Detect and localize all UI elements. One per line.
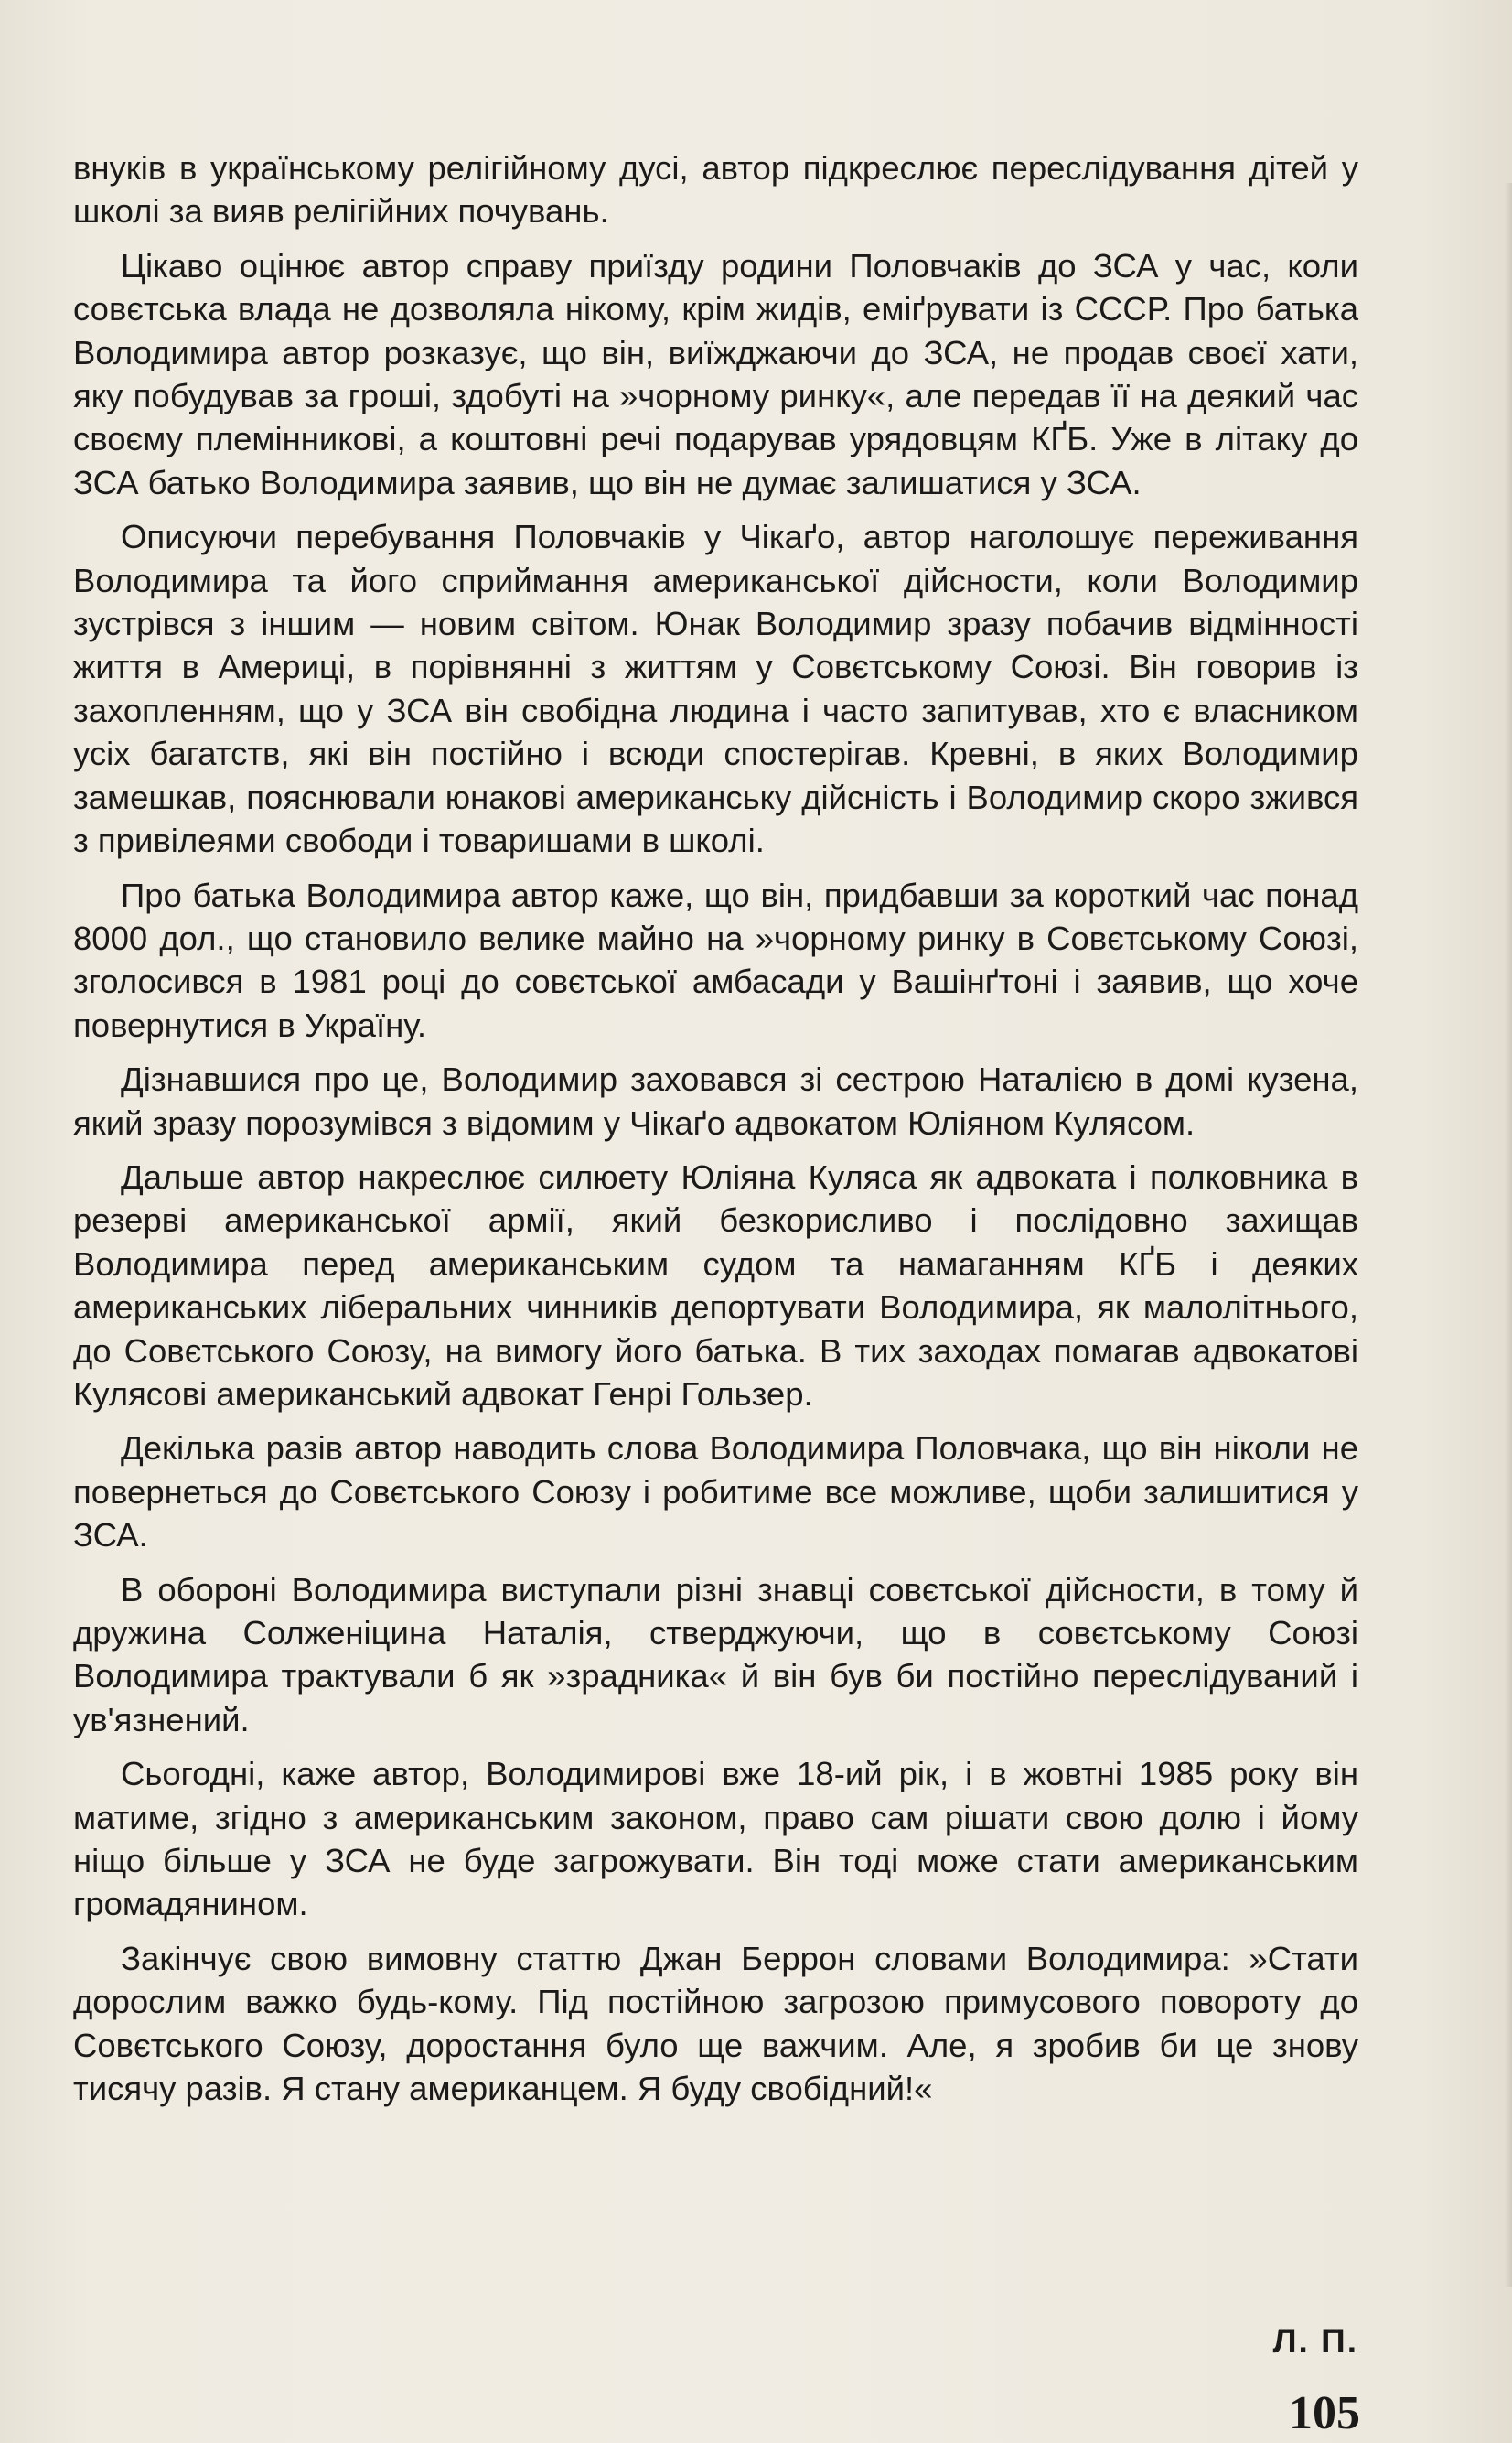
- paragraph: Дальше автор накреслює силюету Юліяна Куляса як адвоката і полковника в резерві американської армії, який безкорисливо і послідовно захищав Володимира перед американським судом та намаганням КҐБ і деяких американських ліберальних чинників депортувати Володимира, як малолітнього, до Совєтського Союзу, на вимогу його батька. В тих заходах помагав адвокатові Кулясові американський адвокат Генрі Гользер.: [73, 1157, 1358, 1413]
- paragraph: Цікаво оцінює автор справу приїзду родини Половчаків до ЗСА у час, коли совєтська влада не дозволяла нікому, крім жидів, еміґрувати із СССР. Про батька Володимира автор розказує, що він, виїжджаючи до ЗСА, не продав своєї хати, яку побудував за гроші, здобуті на »чорному ринку«, але передав її на деякий час своєму племінникові, а коштовні речі подарував урядовцям КҐБ. Уже в літаку до ЗСА батько Володимира заявив, що він не думає залишатися у ЗСА.: [73, 246, 1358, 501]
- paragraph: Сьогодні, каже автор, Володимирові вже 18-ий рік, і в жовтні 1985 року він матиме, згідно з американським законом, право сам рішати свою долю і йому ніщо більше у ЗСА не буде загрожувати. Він тоді може стати американським громадянином.: [73, 1755, 1358, 1923]
- paragraph: Декілька разів автор наводить слова Володимира Половчака, що він ніколи не повернеться до Совєтського Союзу і робитиме все можливе, щоби залишитися у ЗСА.: [73, 1429, 1358, 1555]
- paragraph: Закінчує свою вимовну статтю Джан Беррон словами Володимира: »Стати дорослим важко будь-кому. Під постійною загрозою примусового повороту до Совєтського Союзу, доростання було ще важчим. Але, я зробив би це знову тисячу разів. Я стану американцем. Я буду свобідний!«: [73, 1939, 1358, 2108]
- paragraph: Дізнавшися про це, Володимир заховався зі сестрою Наталією в домі кузена, який зразу порозумівся з відомим у Чікаґо адвокатом Юліяном Кулясом.: [73, 1060, 1358, 1142]
- author-signature: Л. П.: [1272, 2322, 1358, 2360]
- paragraph: В обороні Володимира виступали різні знавці совєтської дійсности, в тому й дружина Солженіцина Наталія, стверджуючи, що в совєтському Союзі Володимира трактували б як »зрадника« й він був би постійно переслідуваний і ув'язнений.: [73, 1570, 1358, 1738]
- paragraph: внуків в українському релігійному дусі, автор підкреслює переслідування дітей у школі за вияв релігійних почувань.: [73, 149, 1358, 231]
- page-number: 105: [1289, 2387, 1360, 2439]
- article-text: [73, 146, 1358, 2121]
- paragraph: Про батька Володимира автор каже, що він, придбавши за короткий час понад 8000 дол., що становило велике майно на »чорному ринку в Совєтському Союзі, зголосився в 1981 році до совєтської амбасади у Вашінґтоні і заявив, що хоче повернутися в Україну.: [73, 876, 1358, 1044]
- page-edge-shadow: [1505, 183, 1512, 2287]
- paragraph: Описуючи перебування Половчаків у Чікаґо, автор наголошує переживання Володимира та його сприймання американської дійсности, коли Володимир зустрівся з іншим — новим світом. Юнак Володимир зразу побачив відмінності життя в Америці, в порівнянні з життям у Совєтському Союзі. Він говорив із захопленням, що у ЗСА він свобідна людина і часто запитував, хто є власником усіх багатств, які він постійно і всюди спостерігав. Кревні, в яких Володимир замешкав, пояснювали юнакові американську дійсність і Володимир скоро зжився з привілеями свободи і товаришами в школі.: [73, 518, 1358, 860]
